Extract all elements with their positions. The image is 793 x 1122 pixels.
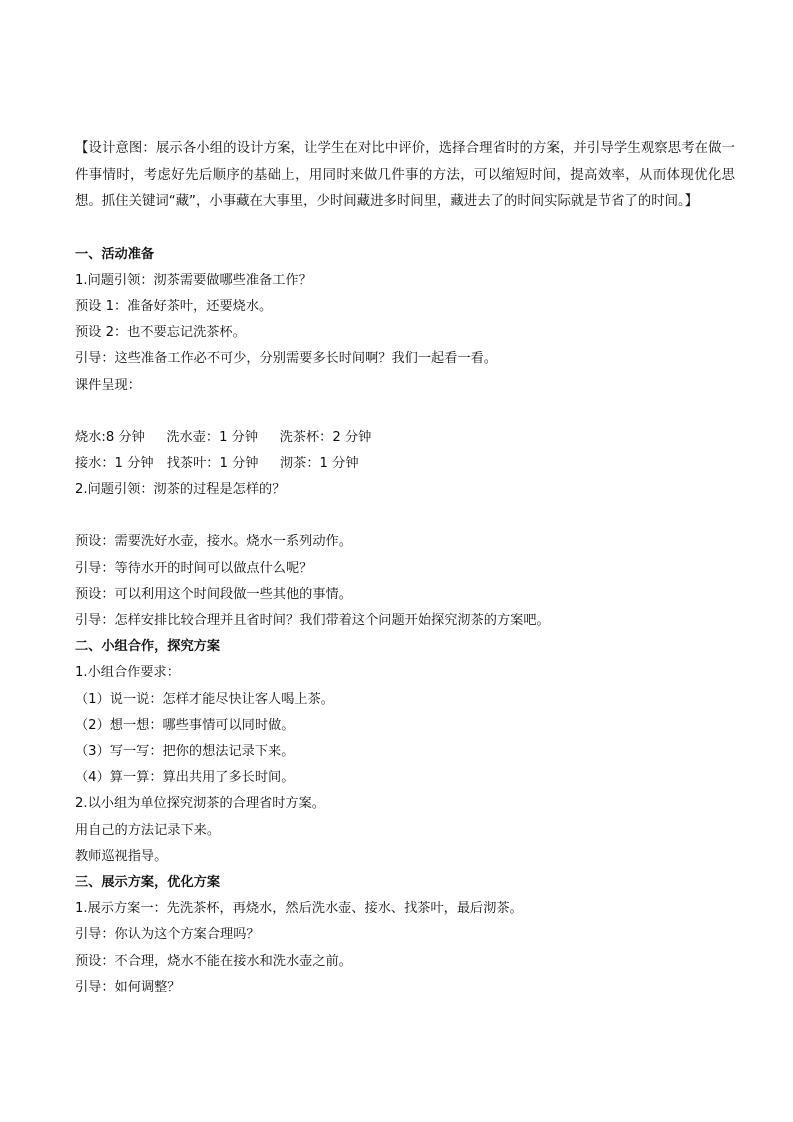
record-method: 用自己的方法记录下来。 [75,822,221,838]
requirement-3: （3）写一写：把你的想法记录下来。 [75,743,295,759]
courseware-label: 课件呈现： [75,377,141,393]
spacer [75,216,735,242]
spacer [75,503,735,529]
guide-time: 引导：这些准备工作必不可少，分别需要多长时间啊？我们一起看一看。 [75,351,497,367]
preset-1: 预设 1：准备好茶叶，还要烧水。 [75,298,273,314]
document-content [75,136,735,1001]
group-explore: 2.以小组为单位探究沏茶的合理省时方案。 [75,796,325,812]
times-row-2: 接水：1 分钟 找茶叶：1 分钟 沏茶：1 分钟 [75,455,359,471]
guide-arrange: 引导：怎样安排比较合理并且省时间？我们带着这个问题开始探究沏茶的方案吧。 [75,612,550,628]
preset-unreasonable: 预设：不合理，烧水不能在接水和洗水壶之前。 [75,953,352,969]
requirement-1: （1）说一说：怎样才能尽快让客人喝上茶。 [75,691,334,707]
guide-waiting: 引导：等待水开的时间可以做点什么呢？ [75,560,313,576]
spacer [75,399,735,425]
teacher-guidance: 教师巡视指导。 [75,848,168,864]
group-requirements: 1.小组合作要求： [75,665,180,681]
preset-use-time: 预设：可以利用这个时间段做一些其他的事情。 [75,586,352,602]
preset-process: 预设：需要洗好水壶，接水。烧水一系列动作。 [75,534,352,550]
plan-one: 1.展示方案一：先洗茶杯，再烧水，然后洗水壶、接水、找茶叶，最后沏茶。 [75,901,523,917]
requirement-2: （2）想一想：哪些事情可以同时做。 [75,717,295,733]
question-prep-work: 1.问题引领：沏茶需要做哪些准备工作？ [75,272,312,288]
times-row-1: 烧水:8 分钟 洗水壶：1 分钟 洗茶杯：2 分钟 [75,429,372,445]
preset-2: 预设 2：也不要忘记洗茶杯。 [75,325,246,341]
section-heading-show-plan: 三、展示方案，优化方案 [75,874,221,890]
section-heading-group-work: 二、小组合作，探究方案 [75,639,221,655]
section-heading-preparation: 一、活动准备 [75,246,155,262]
guide-adjust: 引导：如何调整？ [75,979,181,995]
design-intent-paragraph: 【设计意图：展示各小组的设计方案，让学生在对比中评价，选择合理省时的方案，并引导学生观察思考在做一件事情时，考虑好先后顺序的基础上，用同时来做几件事的方法，可以缩短时间，提高效率，从而体现优化思想。抓住关键词“藏”，小事藏在大事里，少时间藏进多时间里，藏进去了的时间实际就是节省了的时间。】 [75,141,735,209]
question-process: 2.问题引领：沏茶的过程是怎样的？ [75,482,286,498]
requirement-4: （4）算一算：算出共用了多长时间。 [75,770,295,786]
guide-reasonable: 引导：你认为这个方案合理吗？ [75,927,260,943]
